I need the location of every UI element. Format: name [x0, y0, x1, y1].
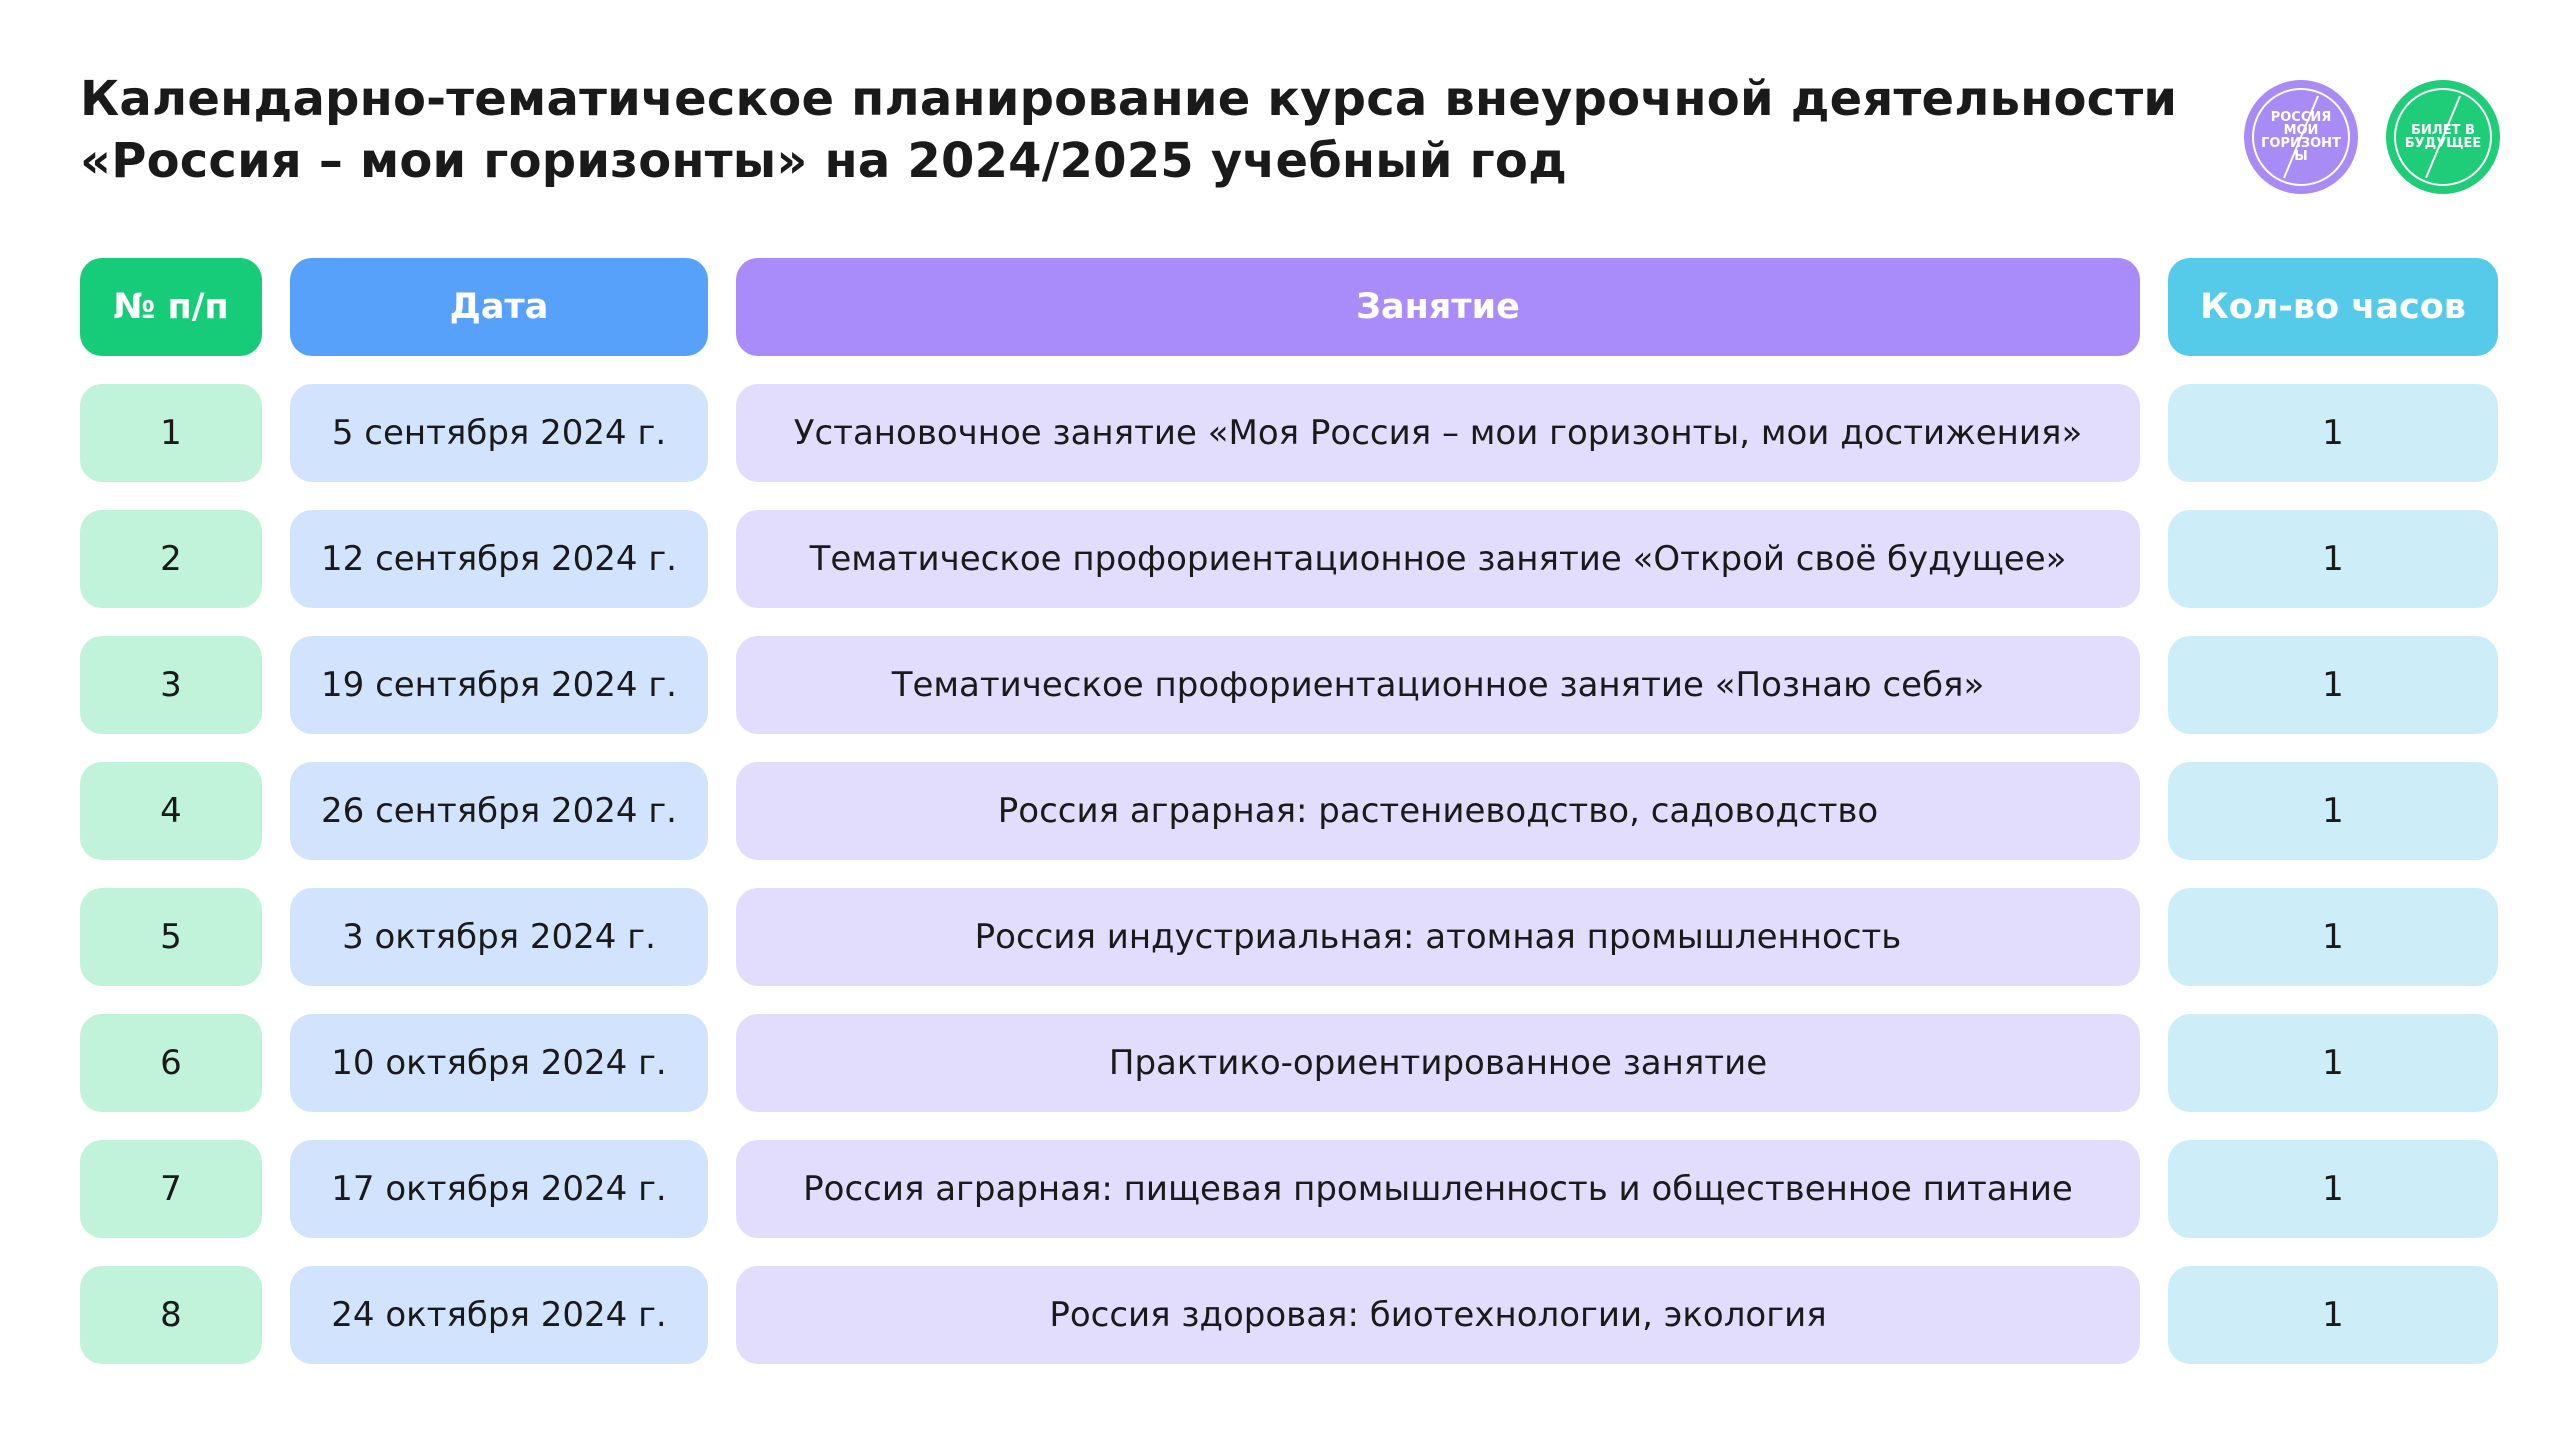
row-date: 5 сентября 2024 г.: [290, 384, 708, 482]
row-date: 26 сентября 2024 г.: [290, 762, 708, 860]
logo-text: БИЛЕТ В БУДУЩЕЕ: [2404, 123, 2482, 151]
table-row: [80, 384, 2490, 482]
row-date: 19 сентября 2024 г.: [290, 636, 708, 734]
header-num: № п/п: [80, 258, 262, 356]
table-row: [80, 1140, 2490, 1238]
row-topic: Тематическое профориентационное занятие «Познаю себя»: [736, 636, 2140, 734]
table-row: [80, 636, 2490, 734]
row-num: 3: [80, 636, 262, 734]
row-num: 1: [80, 384, 262, 482]
table-row: [80, 510, 2490, 608]
row-hours: 1: [2168, 1014, 2498, 1112]
row-topic: Россия аграрная: растениеводство, садоводство: [736, 762, 2140, 860]
row-topic: Россия здоровая: биотехнологии, экология: [736, 1266, 2140, 1364]
row-hours: 1: [2168, 762, 2498, 860]
row-hours: 1: [2168, 1266, 2498, 1364]
row-date: 3 октября 2024 г.: [290, 888, 708, 986]
row-date: 24 октября 2024 г.: [290, 1266, 708, 1364]
table-header-row: [80, 258, 2490, 356]
table-row: [80, 1266, 2490, 1364]
schedule-table: [80, 258, 2490, 1392]
row-hours: 1: [2168, 636, 2498, 734]
row-num: 7: [80, 1140, 262, 1238]
row-date: 10 октября 2024 г.: [290, 1014, 708, 1112]
page-title-line-1: Календарно-тематическое планирование курса внеурочной деятельности: [80, 71, 2178, 127]
row-topic: Россия индустриальная: атомная промышленность: [736, 888, 2140, 986]
header-date: Дата: [290, 258, 708, 356]
row-hours: 1: [2168, 888, 2498, 986]
row-num: 5: [80, 888, 262, 986]
row-num: 2: [80, 510, 262, 608]
header-topic: Занятие: [736, 258, 2140, 356]
logo-group: [2244, 80, 2500, 194]
row-hours: 1: [2168, 510, 2498, 608]
header-hours: Кол-во часов: [2168, 258, 2498, 356]
row-date: 17 октября 2024 г.: [290, 1140, 708, 1238]
row-hours: 1: [2168, 384, 2498, 482]
page-title: [80, 68, 2178, 192]
table-row: [80, 762, 2490, 860]
row-topic: Тематическое профориентационное занятие «Открой своё будущее»: [736, 510, 2140, 608]
row-num: 4: [80, 762, 262, 860]
row-topic: Россия аграрная: пищевая промышленность и общественное питание: [736, 1140, 2140, 1238]
row-num: 8: [80, 1266, 262, 1364]
row-num: 6: [80, 1014, 262, 1112]
table-row: [80, 1014, 2490, 1112]
row-date: 12 сентября 2024 г.: [290, 510, 708, 608]
table-row: [80, 888, 2490, 986]
russia-my-horizons-logo: [2244, 80, 2358, 194]
ticket-to-future-logo: [2386, 80, 2500, 194]
page-title-line-2: «Россия – мои горизонты» на 2024/2025 учебный год: [80, 133, 1568, 189]
logo-text: РОССИЯ МОИ ГОРИЗОНТЫ: [2261, 110, 2341, 164]
row-topic: Практико-ориентированное занятие: [736, 1014, 2140, 1112]
row-hours: 1: [2168, 1140, 2498, 1238]
row-topic: Установочное занятие «Моя Россия – мои горизонты, мои достижения»: [736, 384, 2140, 482]
